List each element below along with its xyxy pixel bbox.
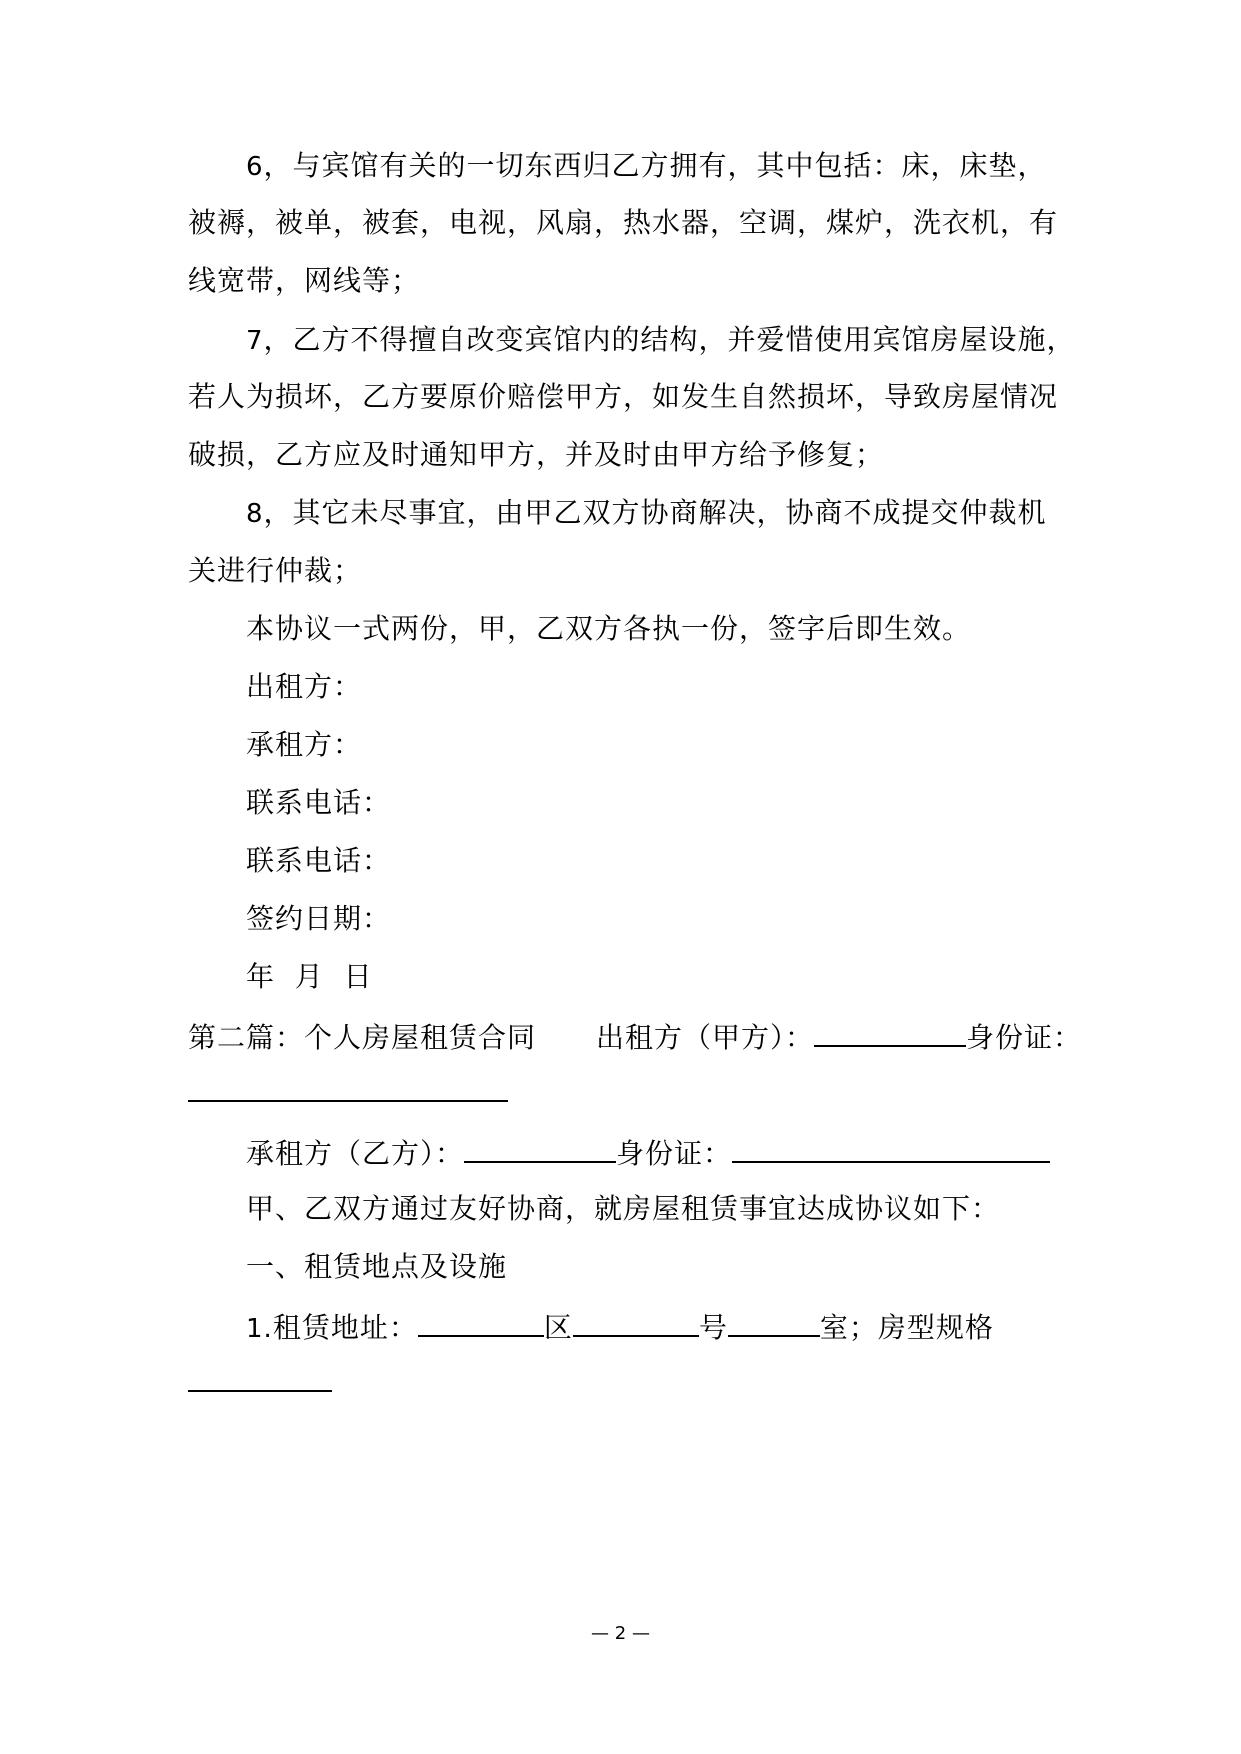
rental-address-line xyxy=(246,1305,994,1345)
item-8-number: 8 xyxy=(246,499,264,529)
address-blank-2 xyxy=(573,1305,699,1337)
item-8-line-2: 关进行仲裁； xyxy=(188,554,363,587)
item-8-text-1: ，其它未尽事宜，由甲乙双方协商解决，协商不成提交仲裁机 xyxy=(263,496,1047,529)
room-label: 室；房型规格 xyxy=(819,1311,994,1344)
contract-intro: 甲、乙双方通过友好协商，就房屋租赁事宜达成协议如下： xyxy=(246,1192,1001,1225)
item-7-text-1: ，乙方不得擅自改变宾馆内的结构，并爱惜使用宾馆房屋设施， xyxy=(263,323,1076,356)
address-blank-3 xyxy=(728,1305,820,1337)
lessee-label: 承租方： xyxy=(246,728,363,761)
second-contract-heading-line xyxy=(188,1015,1082,1055)
party-b-label: 承租方（乙方）： xyxy=(246,1137,465,1170)
party-a-name-blank xyxy=(814,1015,966,1047)
address-blank-1 xyxy=(418,1305,544,1337)
section-1-title: 一、租赁地点及设施 xyxy=(246,1250,508,1283)
number-label: 号 xyxy=(698,1311,728,1344)
lessor-label: 出租方： xyxy=(246,670,363,703)
item-7-line-2: 若人为损坏，乙方要原价赔偿甲方，如发生自然损坏，导致房屋情况 xyxy=(188,380,1059,413)
sign-date-label: 签约日期： xyxy=(246,902,392,935)
item-7-line-3: 破损，乙方应及时通知甲方，并及时由甲方给予修复； xyxy=(188,438,885,471)
item-1-number: 1. xyxy=(246,1314,273,1344)
item-6-line-1 xyxy=(246,146,1047,186)
item-6-line-3: 线宽带，网线等； xyxy=(188,264,421,297)
date-fields: 年 月 日 xyxy=(246,960,373,993)
party-a-id-blank xyxy=(188,1098,508,1102)
second-contract-heading: 第二篇：个人房屋租赁合同 xyxy=(188,1021,537,1054)
item-6-number: 6 xyxy=(246,152,264,182)
rental-address-label: 租赁地址： xyxy=(272,1311,418,1344)
phone-label-2: 联系电话： xyxy=(246,844,392,877)
page-number: — 2 — xyxy=(591,1623,650,1644)
district-label: 区 xyxy=(543,1311,573,1344)
item-6-text-1: ，与宾馆有关的一切东西归乙方拥有，其中包括：床，床垫， xyxy=(263,149,1047,182)
agreement-clause: 本协议一式两份，甲，乙双方各执一份，签字后即生效。 xyxy=(246,612,972,645)
party-a-id-label: 身份证： xyxy=(966,1021,1083,1054)
item-7-line-1 xyxy=(246,320,1076,360)
room-type-blank xyxy=(188,1388,332,1392)
party-b-id-blank xyxy=(732,1131,1050,1163)
party-b-name-blank xyxy=(464,1131,616,1163)
party-b-id-label: 身份证： xyxy=(616,1137,733,1170)
party-a-label: 出租方（甲方）： xyxy=(596,1021,815,1054)
party-b-line xyxy=(246,1131,1050,1171)
item-7-number: 7 xyxy=(246,326,264,356)
item-8-line-1 xyxy=(246,493,1047,533)
item-6-line-2: 被褥，被单，被套，电视，风扇，热水器，空调，煤炉，洗衣机，有 xyxy=(188,206,1059,239)
phone-label-1: 联系电话： xyxy=(246,786,392,819)
